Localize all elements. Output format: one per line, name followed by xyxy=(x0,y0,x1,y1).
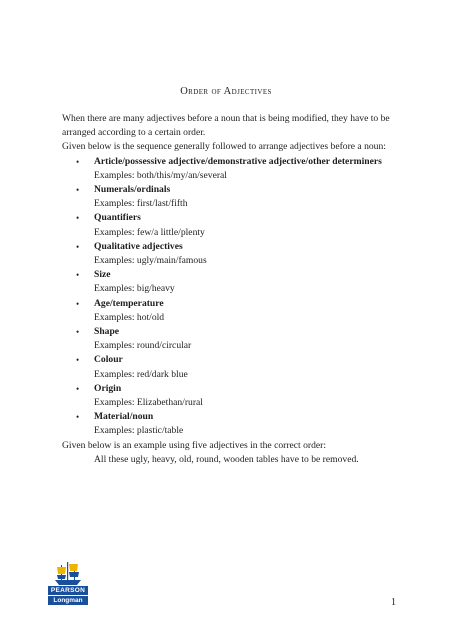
bullet-icon: • xyxy=(76,383,80,394)
list-item-heading: Origin xyxy=(94,382,122,394)
bullet-icon: • xyxy=(76,412,80,423)
list-item xyxy=(62,183,398,211)
bullet-icon: • xyxy=(76,213,80,224)
page-number: 1 xyxy=(391,597,396,608)
list-item-heading: Colour xyxy=(94,354,123,366)
list-item xyxy=(62,268,398,296)
list-item-example: Examples: first/last/fifth xyxy=(94,198,188,210)
list-item xyxy=(62,353,398,381)
list-item-example: Examples: big/heavy xyxy=(94,283,175,295)
logo-sub-text: Longman xyxy=(48,596,88,605)
list-item-heading: Article/possessive adjective/demonstrative adjective/other determiners xyxy=(94,155,382,167)
list-item-heading: Material/noun xyxy=(94,411,154,423)
list-item-example: Examples: Elizabethan/rural xyxy=(94,397,203,409)
page-title: Order of Adjectives xyxy=(180,86,272,97)
example-sentence: All these ugly, heavy, old, round, wooden tables have to be removed. xyxy=(94,453,359,465)
sequence-intro: Given below is the sequence generally followed to arrange adjectives before a noun: xyxy=(62,141,386,153)
list-item xyxy=(62,155,398,183)
list-item-example: Examples: plastic/table xyxy=(94,425,184,437)
list-item xyxy=(62,410,398,438)
bullet-icon: • xyxy=(76,185,80,196)
list-item xyxy=(62,240,398,268)
list-item-heading: Size xyxy=(94,269,111,281)
list-item xyxy=(62,325,398,353)
list-item-example: Examples: red/dark blue xyxy=(94,368,188,380)
list-item-heading: Numerals/ordinals xyxy=(94,184,171,196)
ship-icon xyxy=(53,560,83,586)
bullet-icon: • xyxy=(76,241,80,252)
adjective-order-list xyxy=(62,155,398,439)
list-item-heading: Age/temperature xyxy=(94,297,164,309)
list-item-example: Examples: both/this/my/an/several xyxy=(94,169,227,181)
bullet-icon: • xyxy=(76,270,80,281)
bullet-icon: • xyxy=(76,327,80,338)
list-item-heading: Shape xyxy=(94,326,120,338)
bullet-icon: • xyxy=(76,355,80,366)
intro-paragraph: When there are many adjectives before a noun that is being modified, they have to be arranged according to a certain order. xyxy=(62,113,390,139)
list-item-heading: Qualitative adjectives xyxy=(94,240,183,252)
document-body xyxy=(62,112,398,467)
pearson-longman-logo xyxy=(48,560,88,605)
list-item-example: Examples: few/a little/plenty xyxy=(94,226,205,238)
list-item xyxy=(62,297,398,325)
list-item-example: Examples: round/circular xyxy=(94,340,192,352)
list-item xyxy=(62,211,398,239)
list-item-example: Examples: hot/old xyxy=(94,311,165,323)
bullet-icon: • xyxy=(76,298,80,309)
example-intro: Given below is an example using five adjectives in the correct order: xyxy=(62,439,327,451)
list-item-example: Examples: ugly/main/famous xyxy=(94,255,207,267)
logo-brand-text: PEARSON xyxy=(48,586,88,595)
list-item xyxy=(62,382,398,410)
list-item-heading: Quantifiers xyxy=(94,212,141,224)
bullet-icon: • xyxy=(76,156,80,167)
